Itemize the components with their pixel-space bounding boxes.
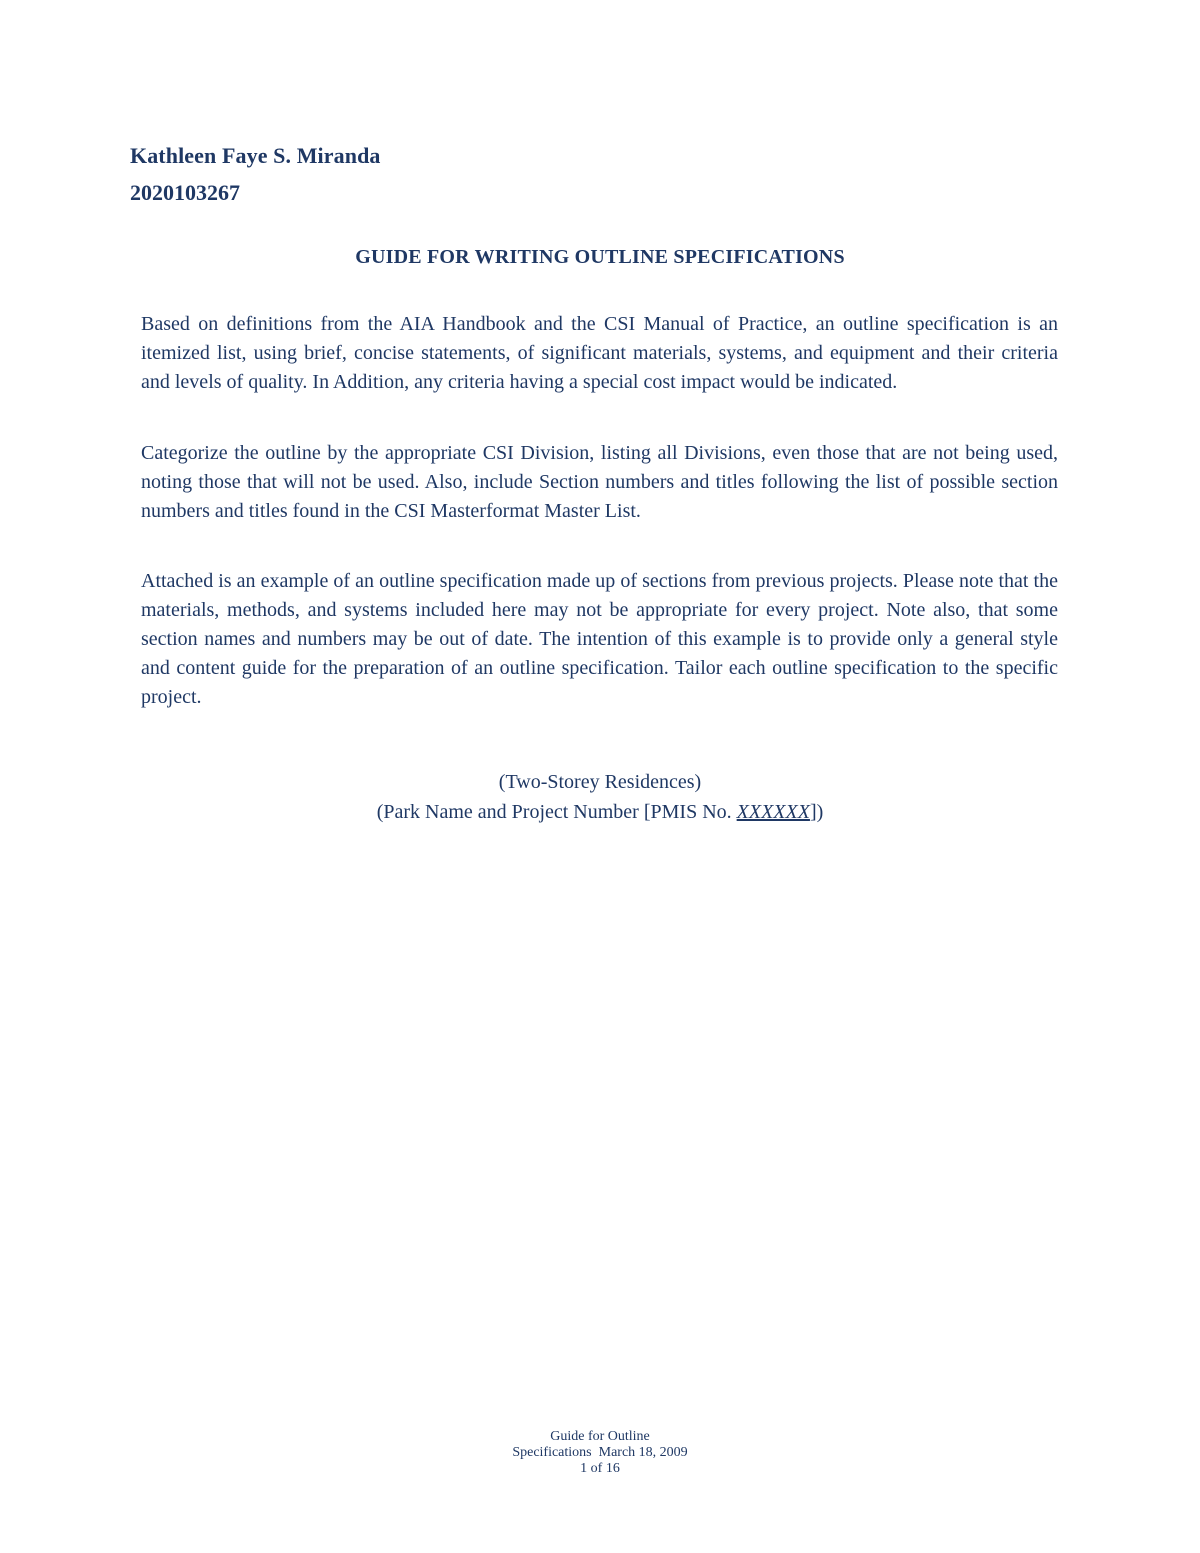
paragraph-definition: Based on definitions from the AIA Handbook and the CSI Manual of Practice, an outline specification is an itemized list, using brief, concise statements, of significant materials, systems, and equipment and their criteria and levels of quality. In Addition, any criteria having a special cost impact would be indicated. bbox=[141, 313, 1058, 393]
footer-date: Specifications March 18, 2009 bbox=[512, 1445, 688, 1460]
project-identifier bbox=[0, 801, 1200, 824]
paragraph-example: Attached is an example of an outline specification made up of sections from previous projects. Please note that the materials, methods, and systems included here may not be appropriate for every project. Note also, that some section names and numbers may be out of date. The intention of this example is to provide only a general style and content guide for the preparation of an outline specification. Tailor each outline specification to the specific project. bbox=[141, 570, 1058, 708]
author-name: Kathleen Faye S. Miranda bbox=[130, 143, 381, 168]
document-title: GUIDE FOR WRITING OUTLINE SPECIFICATIONS bbox=[355, 246, 845, 268]
pmis-number-placeholder: XXXXXX bbox=[736, 801, 810, 823]
project-identifier-prefix: (Park Name and Project Number [PMIS No. bbox=[376, 801, 737, 823]
page-footer bbox=[0, 1429, 1200, 1477]
project-type: (Two-Storey Residences) bbox=[498, 771, 702, 793]
project-identifier-suffix: ]) bbox=[809, 801, 824, 823]
student-id: 2020103267 bbox=[130, 180, 240, 205]
page-number: 1 of 16 bbox=[580, 1461, 620, 1476]
paragraph-categorize: Categorize the outline by the appropriate CSI Division, listing all Divisions, even those that are not being used, noting those that will not be used. Also, include Section numbers and titles following the list of possible section numbers and titles found in the CSI Masterformat Master List. bbox=[141, 442, 1058, 522]
footer-title: Guide for Outline bbox=[550, 1429, 650, 1444]
